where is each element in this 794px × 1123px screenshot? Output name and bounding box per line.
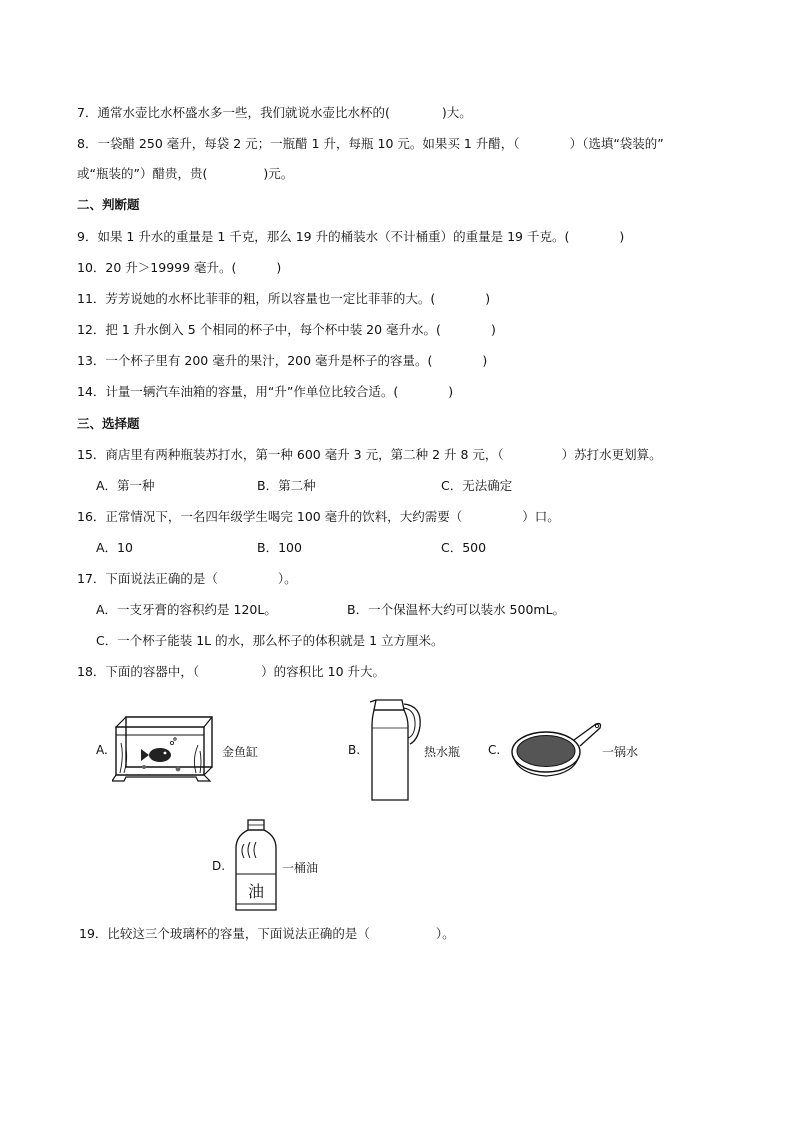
option-c[interactable]: C．500 (441, 540, 487, 555)
section-heading-choice: 三、选择题 (77, 416, 140, 431)
option-c[interactable]: C．无法确定 (441, 478, 513, 493)
option-c[interactable]: C．一个杯子能装 1L 的水，那么杯子的体积就是 1 立方厘米。 (96, 633, 444, 648)
figure-a-label[interactable]: A. (96, 743, 108, 757)
figure-d-label[interactable]: D. (212, 859, 226, 873)
option-b[interactable]: B．100 (257, 540, 302, 555)
figure-c-name: 一锅水 (602, 745, 639, 759)
pan-icon (508, 718, 604, 782)
question-8-line-2: 或“瓶装的”）醋贵，贵( )元。 (77, 166, 294, 181)
question-15: 15．商店里有两种瓶装苏打水，第一种 600 毫升 3 元，第二种 2 升 8 元，（ ）苏打水更划算。 (77, 447, 662, 462)
fish-tank-icon (112, 715, 218, 785)
oil-bottle-icon (230, 818, 282, 914)
figure-d-name: 一桶油 (282, 861, 319, 875)
option-a[interactable]: A．第一种 (96, 478, 155, 493)
figure-b-name: 热水瓶 (424, 745, 461, 759)
question-7: 7．通常水壶比水杯盛水多一些，我们就说水壶比水杯的( )大。 (77, 105, 472, 120)
question-16: 16．正常情况下，一名四年级学生喝完 100 毫升的饮料，大约需要（ ）口。 (77, 509, 560, 524)
question-18: 18．下面的容器中，（ ）的容积比 10 升大。 (77, 664, 386, 679)
figure-c-label[interactable]: C. (488, 743, 501, 757)
question-14: 14．计量一辆汽车油箱的容量，用“升”作单位比较合适。( ) (77, 384, 454, 399)
question-8-line-1: 8．一袋醋 250 毫升，每袋 2 元；一瓶醋 1 升，每瓶 10 元。如果买 1 升醋，（ ）（选填“袋装的” (77, 136, 664, 151)
question-17: 17．下面说法正确的是（ ）。 (77, 571, 297, 586)
figure-a-name: 金鱼缸 (222, 745, 259, 759)
section-heading-judgment: 二、判断题 (77, 197, 140, 212)
figure-b-label[interactable]: B. (348, 743, 361, 757)
option-b[interactable]: B．一个保温杯大约可以装水 500mL。 (347, 602, 566, 617)
question-10: 10．20 升＞19999 毫升。( ) (77, 260, 282, 275)
oil-label-text: 油 (247, 882, 265, 901)
option-a[interactable]: A．10 (96, 540, 133, 555)
question-9: 9．如果 1 升水的重量是 1 千克，那么 19 升的桶装水（不计桶重）的重量是 19 千克。( ) (77, 229, 625, 244)
question-12: 12．把 1 升水倒入 5 个相同的杯子中，每个杯中装 20 毫升水。( ) (77, 322, 496, 337)
question-13: 13．一个杯子里有 200 毫升的果汁，200 毫升是杯子的容量。( ) (77, 353, 488, 368)
option-b[interactable]: B．第二种 (257, 478, 316, 493)
option-a[interactable]: A．一支牙膏的容积约是 120L。 (96, 602, 277, 617)
thermos-icon (364, 696, 426, 804)
question-11: 11．芳芳说她的水杯比菲菲的粗，所以容量也一定比菲菲的大。( ) (77, 291, 491, 306)
question-19: 19．比较这三个玻璃杯的容量，下面说法正确的是（ ）。 (79, 926, 455, 941)
